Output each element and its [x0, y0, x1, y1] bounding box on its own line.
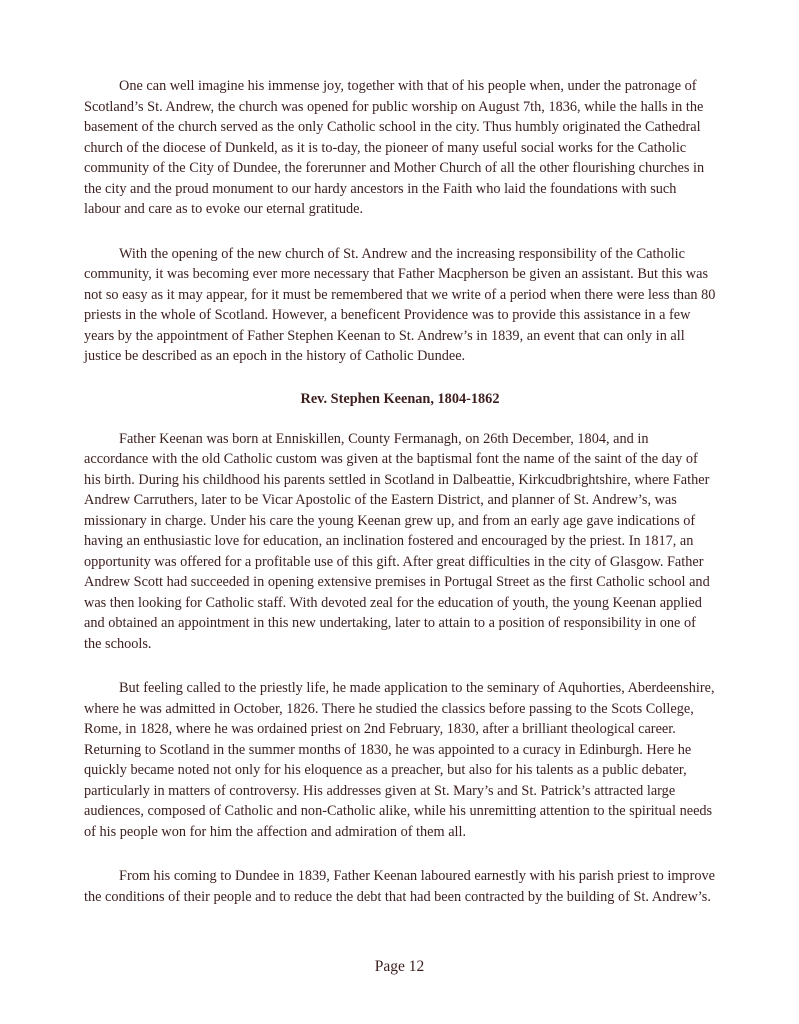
- paragraph-church-opening: One can well imagine his immense joy, together with that of his people when, under the patronage of Scotland’s St. Andrew, the church was opened for public worship on August 7th, 1836, while the halls in the basement of the church served as the only Catholic school in the city. Thus humbly originated the Cathedral church of the diocese of Dunkeld, as it is to-day, the pioneer of many useful social works for the Catholic community of the City of Dundee, the forerunner and Mother Church of all the other flourishing churches in the city and the proud monument to our hardy ancestors in the Faith who laid the foundations with such labour and care as to evoke our eternal gratitude.: [84, 78, 705, 217]
- paragraph-keenan-early-life: Father Keenan was born at Enniskillen, County Fermanagh, on 26th December, 1804, and in accordance with the old Catholic custom was given at the baptismal font the name of the saint of the day of his birth. During his childhood his parents settled in Scotland in Dalbeattie, Kirkcudbrightshire, where Father Andrew Carruthers, later to be Vicar Apostolic of the Eastern District, and planner of St. Andrew’s, was missionary in charge. Under his care the young Keenan grew up, and from an early age gave indications of having an enthusiastic love for education, an inclination fostered and encouraged by the priest. In 1817, an opportunity was offered for a profitable use of this gift. After great difficulties in the city of Glasgow. Father Andrew Scott had succeeded in opening extensive premises in Portugal Street as the first Catholic school and was then looking for Catholic staff. With devoted zeal for the education of youth, the young Keenan applied and obtained an appointment in this new undertaking, later to attain to a position of responsibility in one of the schools.: [84, 430, 710, 652]
- paragraph-keenan-priesthood: But feeling called to the priestly life, he made application to the seminary of Aquhorties, Aberdeenshire, where he was admitted in October, 1826. There he studied the classics before passing to the Scots College, Rome, in 1828, where he was ordained priest on 2nd February, 1830, after a brilliant theological career. Returning to Scotland in the summer months of 1830, he was appointed to a curacy in Edinburgh. Here he quickly became noted not only for his eloquence as a preacher, but also for his talents as a public debater, particularly in matters of controversy. His addresses given at St. Mary’s and St. Patrick’s attracted large audiences, composed of Catholic and non-Catholic alike, while his unremitting attention to the spiritual needs of his people won for him the affection and admiration of them all.: [84, 680, 715, 840]
- paragraph-assistant-needed: With the opening of the new church of St. Andrew and the increasing responsibility of the Catholic community, it was becoming ever more necessary that Father Macpherson be given an assistant. But this was not so easy as it may appear, for it must be remembered that we write of a period when there were less than 80 priests in the whole of Scotland. However, a beneficent Providence was to provide this assistance in a few years by the appointment of Father Stephen Keenan to St. Andrew’s in 1839, an event that can only in all justice be described as an epoch in the history of Catholic Dundee.: [84, 245, 716, 364]
- page-number: Page 12: [374, 958, 425, 975]
- paragraph-keenan-dundee: From his coming to Dundee in 1839, Father Keenan laboured earnestly with his parish priest to improve the conditions of their people and to reduce the debt that had been contracted by the building of St. Andrew’s.: [84, 868, 715, 905]
- document-page: [84, 76, 716, 931]
- section-heading: Rev. Stephen Keenan, 1804-1862: [300, 390, 500, 407]
